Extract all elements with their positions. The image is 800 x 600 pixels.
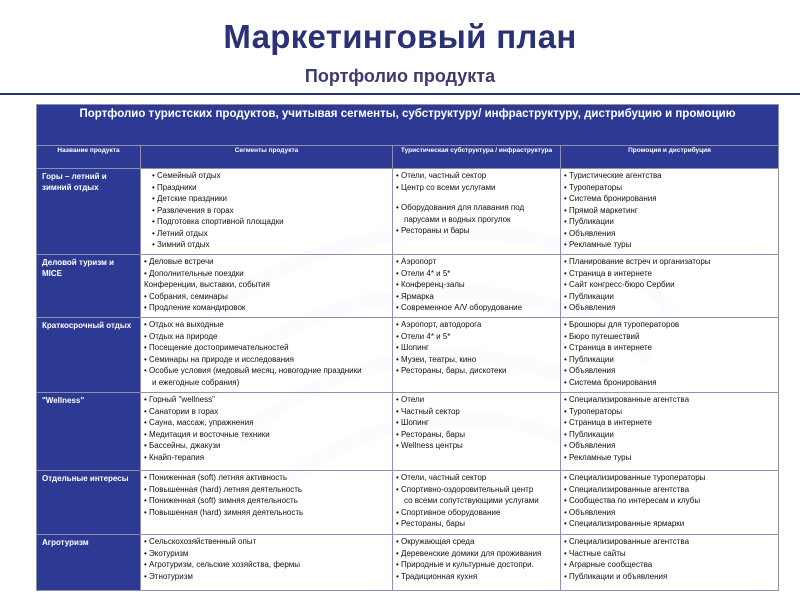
list-item: • Wellness центры [396, 441, 463, 450]
list-item: • Туроператоры [564, 406, 622, 416]
product-name-cell: Горы – летний и зимний отдых [37, 169, 141, 255]
portfolio-table [36, 104, 779, 591]
segments-cell [141, 169, 393, 255]
list-item: • Кнайп-терапия [144, 452, 205, 462]
list-item: • Центр со всеми услугами [396, 182, 496, 192]
list-item: • Дополнительные поездки [144, 268, 244, 278]
page-subtitle: Портфолио продукта [304, 66, 496, 86]
segments-cell [141, 255, 393, 318]
list-item: • Деловые встречи [144, 257, 214, 266]
product-name-cell: Агротуризм [37, 535, 141, 591]
list-item: • Особые условия (медовый месяц, новогодние праздники [144, 366, 362, 375]
list-item: • Бассейны, джакузи [144, 441, 221, 450]
table-row [37, 393, 779, 471]
list-item: • Частный сектор [396, 406, 460, 416]
product-name-cell: Отдельные интересы [37, 471, 141, 535]
list-item: • Рекламные туры [564, 452, 632, 462]
list-item: • Горный "wellness" [144, 395, 215, 404]
list-item: • Современное A/V оборудование [396, 303, 523, 312]
list-item: • Страница в интернете [564, 343, 652, 352]
list-item: • Отели, частный сектор [396, 473, 487, 482]
list-item: и ежегодные собрания) [152, 377, 240, 387]
promotion-cell [561, 393, 779, 471]
infrastructure-cell [393, 169, 561, 255]
list-item: • Бюро путешествий [564, 331, 640, 341]
table-row [37, 471, 779, 535]
list-item: • Прямой маркетинг [564, 205, 638, 215]
product-name-cell: Деловой туризм и MICE [37, 255, 141, 318]
list-item: • Окружающая среда [396, 537, 475, 546]
promotion-cell [561, 471, 779, 535]
list-item: • Агротуризм, сельские хозяйства, фермы [144, 560, 301, 569]
list-item: • Система бронирования [564, 194, 657, 203]
list-item: • Природные и культурные достопри. [396, 560, 534, 569]
list-item: • Публикации [564, 217, 614, 226]
column-header-segments: Сегменты продукта [141, 146, 393, 169]
list-item: • Отели, частный сектор [396, 171, 487, 180]
list-item: • Развлечения в горах [152, 205, 234, 215]
list-item: • Специализированные агентства [564, 484, 690, 494]
title-divider [0, 93, 800, 95]
table-row [37, 169, 779, 255]
list-item: • Аграрные сообщества [564, 560, 653, 569]
list-item: • Традиционная кухня [396, 571, 478, 581]
list-item: • Семейный отдых [152, 171, 221, 180]
list-item: • Сообщества по интересам и клубы [564, 496, 701, 505]
list-item: • Сауна, массаж, упражнения [144, 418, 254, 427]
list-item: • Спортивное оборудование [396, 507, 501, 517]
list-item: • Шопинг [396, 418, 429, 427]
list-item: • Отдых на природе [144, 331, 218, 341]
list-item: • Отели 4* и 5* [396, 268, 451, 278]
list-item: • Публикации [564, 429, 614, 439]
list-item: • Публикации [564, 354, 614, 364]
list-item: • Специализированные агентства [564, 537, 690, 546]
promotion-cell [561, 169, 779, 255]
list-item: • Объявления [564, 507, 616, 517]
list-item: • Туроператоры [564, 182, 622, 192]
infrastructure-cell [393, 535, 561, 591]
promotion-cell [561, 318, 779, 393]
list-item: • Объявления [564, 366, 616, 375]
list-item: • Объявления [564, 228, 616, 238]
product-name-cell: "Wellness" [37, 393, 141, 471]
column-header-infrastructure: Туристическая субструктура / инфраструктура [393, 146, 561, 169]
list-item: парусами и водных прогулок [404, 214, 511, 224]
list-item: • Рестораны, бары [396, 519, 466, 528]
promotion-cell [561, 535, 779, 591]
column-header-product: Название продукта [37, 146, 141, 169]
list-item: • Праздники [152, 182, 197, 192]
segments-cell [141, 471, 393, 535]
list-item: • Музеи, театры, кино [396, 354, 477, 364]
table-row [37, 535, 779, 591]
list-item: • Публикации и объявления [564, 571, 668, 581]
list-item: • Специализированные ярмарки [564, 519, 685, 528]
list-item: • Посещение достопримечательностей [144, 343, 289, 352]
list-item: • Санатории в горах [144, 406, 219, 416]
list-item: • Специализированные агентства [564, 395, 690, 404]
list-item: • Подготовка спортивной площадки [152, 217, 284, 226]
list-item: • Пониженная (soft) летняя активность [144, 473, 288, 482]
infrastructure-cell [393, 393, 561, 471]
list-item: со всеми сопутствующими услугами [404, 496, 539, 505]
list-item: • Пониженная (soft) зимняя деятельность [144, 496, 298, 505]
list-item: • Рестораны, бары, дискотеки [396, 366, 507, 375]
list-item: • Отели 4* и 5* [396, 331, 451, 341]
list-item: • Летний отдых [152, 228, 208, 238]
list-item: Конференции, выставки, события [144, 280, 270, 289]
list-item: • Спортивно-оздоровительный центр [396, 484, 534, 494]
infrastructure-cell [393, 318, 561, 393]
list-item: • Страница в интернете [564, 418, 652, 427]
list-item: • Конференц-залы [396, 280, 465, 289]
product-name-cell: Краткосрочный отдых [37, 318, 141, 393]
list-item: • Брошюры для туроператоров [564, 320, 680, 329]
list-item: • Планирование встреч и организаторы [564, 257, 711, 266]
list-item: • Семинары на природе и исследования [144, 354, 294, 364]
page-title: Маркетинговый план [223, 18, 577, 55]
list-item: • Отдых на выходные [144, 320, 224, 329]
list-item: • Оборудования для плавания под [396, 203, 525, 212]
segments-cell [141, 393, 393, 471]
list-item: • Шопинг [396, 343, 429, 352]
list-item: • Зимний отдых [152, 240, 210, 249]
list-item [396, 193, 557, 202]
list-item: • Рекламные туры [564, 240, 632, 249]
segments-cell [141, 318, 393, 393]
list-item: • Повышенная (hard) летняя деятельность [144, 484, 303, 494]
list-item: • Сайт конгресс-бюро Сербии [564, 280, 675, 289]
list-item: • Рестораны и бары [396, 226, 470, 235]
infrastructure-cell [393, 471, 561, 535]
promotion-cell [561, 255, 779, 318]
list-item: • Специализированные туроператоры [564, 473, 706, 482]
list-item: • Частные сайты [564, 548, 626, 558]
list-item: • Ярмарка [396, 291, 434, 301]
table-row [37, 318, 779, 393]
list-item: • Сельскохозяйственный опыт [144, 537, 257, 546]
list-item: • Собрания, семинары [144, 291, 228, 301]
list-item: • Продление командировок [144, 303, 246, 312]
list-item: • Публикации [564, 291, 614, 301]
table-banner: Портфолио туристских продуктов, учитывая сегменты, субструктуру/ инфраструктуру, дистрибуцию и промоцию [37, 105, 779, 146]
list-item: • Экотуризм [144, 548, 189, 558]
list-item: • Система бронирования [564, 377, 657, 387]
list-item: • Объявления [564, 441, 616, 450]
list-item: • Туристические агентства [564, 171, 662, 180]
list-item: • Аэропорт [396, 257, 437, 266]
list-item: • Этнотуризм [144, 571, 193, 581]
list-item: • Медитация и восточные техники [144, 429, 270, 439]
infrastructure-cell [393, 255, 561, 318]
list-item: • Отели [396, 395, 425, 404]
list-item: • Страница в интернете [564, 268, 652, 278]
list-item: • Деревенские домики для проживания [396, 548, 542, 558]
column-header-promotion: Промоция и дистрибуция [561, 146, 779, 169]
list-item: • Аэропорт, автодорога [396, 320, 482, 329]
segments-cell [141, 535, 393, 591]
list-item: • Рестораны, бары [396, 429, 466, 439]
list-item: • Повышенная (hard) зимняя деятельность [144, 507, 304, 517]
list-item: • Объявления [564, 303, 616, 312]
list-item: • Детские праздники [152, 194, 227, 203]
table-row [37, 255, 779, 318]
